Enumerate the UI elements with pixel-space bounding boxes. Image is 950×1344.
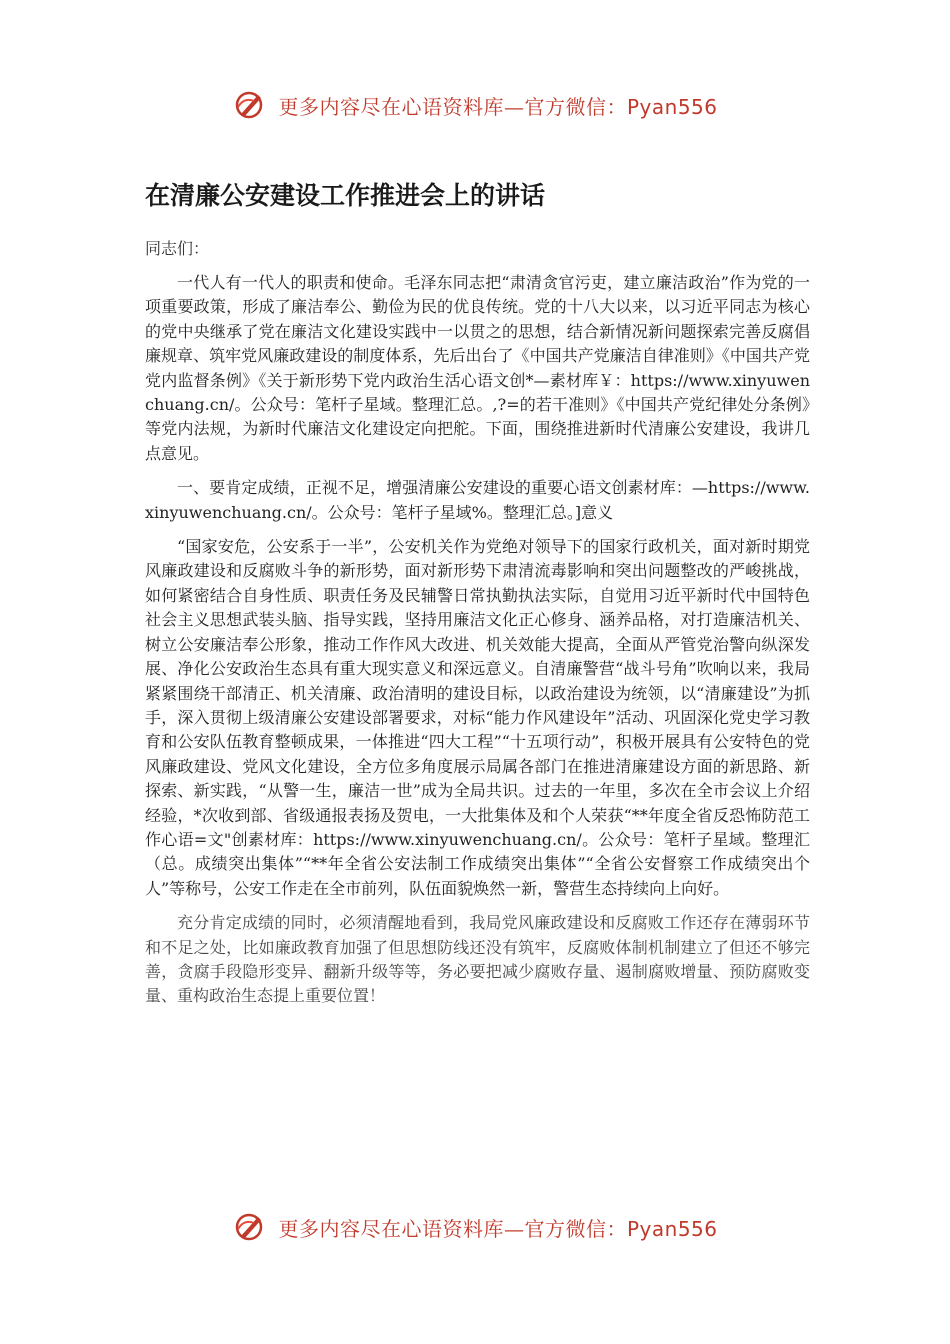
- watermark-label: 更多内容尽在心语资料库—官方微信：: [278, 94, 627, 119]
- section-heading-paragraph: 一、要肯定成绩，正视不足，增强清廉公安建设的重要心语文创素材库：—https://www.xinyuwenchuang.cn/。公众号：笔杆子星域%。整理汇总。]意义: [145, 478, 810, 522]
- pen-swirl-logo-icon: [232, 87, 268, 123]
- paragraph: “国家安危，公安系于一半”，公安机关作为党绝对领导下的国家行政机关，面对新时期党风廉政建设和反腐败斗争的新形势，面对新形势下肃清流毒影响和突出问题整改的严峻挑战，如何紧密结合自身性质、职责任务及民辅警日常执勤执法实际，自觉用习近平新时代中国特色社会主义思想武装头脑、指导实践，坚持用廉洁文化正心修身、涵养品格，对打造廉洁机关、树立公安廉洁奉公形象，推动工作作风大改进、机关效能大提高，全面从严管党治警向纵深发展、净化公安政治生态具有重大现实意义和深远意义。自清廉警营“战斗号角”吹响以来，我局紧紧围绕干部清正、机关清廉、政治清明的建设目标，以政治建设为统领，以“清廉建设”为抓手，深入贯彻上级清廉公安建设部署要求，对标“能力作风建设年”活动、巩固深化党史学习教育和公安队伍教育整顿成果，一体推进“四大工程”“十五项行动”，积极开展具有公安特色的党风廉政建设、党风文化建设，全方位多角度展示局属各部门在推进清廉建设方面的新思路、新探索、新实践，“从警一生，廉洁一世”成为全局共识。过去的一年里，多次在全市会议上介绍经验，*次收到部、省级通报表扬及贺电，一大批集体及和个人荣获“**年度全省反恐怖防范工作心语=文"创素材库：https://www.xinyuwenchuang.cn/。公众号：笔杆子星域。整理汇（总。成绩突出集体”“**年全省公安法制工作成绩突出集体”“全省公安督察工作成绩突出个人”等称号，公安工作走在全市前列，队伍面貌焕然一新，警营生态持续向上向好。: [145, 537, 810, 898]
- paragraph: 充分肯定成绩的同时，必须清醒地看到，我局党风廉政建设和反腐败工作还存在薄弱环节和不足之处，比如廉政教育加强了但思想防线还没有筑牢，反腐败体制机制建立了但还不够完善，贪腐手段隐形变异、翻新升级等等，务必要把减少腐败存量、遏制腐败增量、预防腐败变量、重构政治生态提上重要位置！: [145, 913, 810, 1006]
- pen-swirl-logo-icon: [232, 1209, 268, 1245]
- document-body: [145, 178, 810, 1019]
- watermark-text: [278, 1213, 717, 1242]
- wechat-id: Pyan556: [626, 1216, 718, 1241]
- paragraph: 一代人有一代人的职责和使命。毛泽东同志把“肃清贪官污吏，建立廉洁政治”作为党的一项重要政策，形成了廉洁奉公、勤俭为民的优良传统。党的十八大以来，以习近平同志为核心的党中央继承了党在廉洁文化建设实践中一以贯之的思想，结合新情况新问题探索完善反腐倡廉规章、筑牢党风廉政建设的制度体系，先后出台了《中国共产党廉洁自律准则》《中国共产党党内监督条例》《关于新形势下党内政治生活心语文创*—素材库￥：https://www.xinyuwenchuang.cn/。公众号：笔杆子星域。整理汇总。,?=的若干准则》《中国共产党纪律处分条例》等党内法规，为新时代廉洁文化建设定向把舵。下面，围绕推进新时代清廉公安建设，我讲几点意见。: [145, 273, 810, 463]
- greeting: 同志们：: [145, 239, 210, 258]
- watermark-banner-bottom: [0, 1202, 950, 1252]
- watermark-label: 更多内容尽在心语资料库—官方微信：: [278, 1216, 627, 1241]
- page-title: 在清廉公安建设工作推进会上的讲话: [145, 181, 546, 210]
- watermark-banner-top: [0, 80, 950, 130]
- watermark-text: [278, 91, 717, 120]
- wechat-id: Pyan556: [626, 94, 718, 119]
